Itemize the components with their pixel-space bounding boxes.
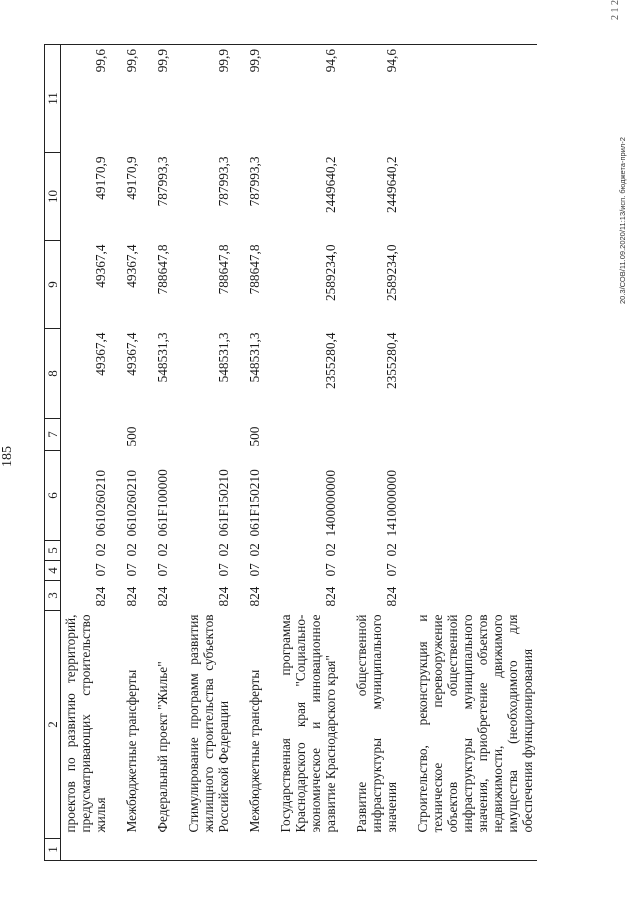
spacer-cell	[172, 611, 184, 839]
spacer-cell	[264, 45, 276, 153]
row-c6-cell: 061F100000	[155, 469, 170, 537]
spacer-cell	[233, 611, 245, 839]
header-row	[45, 45, 61, 861]
row-c5-cell: 02	[155, 543, 170, 557]
row-name-cell: Федеральный проект "Жилье"	[155, 661, 170, 833]
spacer-cell	[110, 611, 122, 839]
row-c3-cell	[413, 581, 537, 611]
spacer-cell	[141, 839, 153, 861]
spacer-cell	[172, 541, 184, 561]
spacer-cell	[401, 241, 413, 329]
row-c11-cell: 99,6	[122, 45, 141, 153]
row-c4-cell: 07	[155, 563, 170, 577]
row-c5-cell: 02	[93, 543, 108, 557]
table-row	[184, 45, 233, 861]
row-c8-cell: 548531,3	[216, 332, 231, 383]
spacer-cell	[172, 419, 184, 451]
row-c4-cell: 07	[124, 563, 139, 577]
spacer-cell	[401, 329, 413, 419]
spacer-cell	[340, 329, 352, 419]
row-c3-cell: 824	[93, 586, 108, 607]
spacer-cell	[110, 329, 122, 419]
spacer-cell	[233, 451, 245, 541]
row-c4-cell: 07	[247, 563, 262, 577]
row-c10-cell: 787993,3	[247, 156, 262, 207]
row-c10-cell: 49170,9	[93, 156, 108, 200]
row-c5-cell: 02	[124, 543, 139, 557]
row-c5-cell: 02	[216, 543, 231, 557]
row-spacer	[110, 45, 122, 861]
spacer-cell	[172, 561, 184, 581]
spacer-cell	[172, 153, 184, 241]
spacer-cell	[401, 419, 413, 451]
table-row	[61, 45, 111, 861]
row-c9-cell: 788647,8	[247, 244, 262, 295]
row-name-cell: Межбюджетные трансферты	[124, 669, 139, 833]
header-cell: 2	[45, 611, 61, 839]
row-c5-cell: 02	[323, 543, 338, 557]
row-c10-cell: 787993,3	[216, 156, 231, 207]
row-c10-cell: 787993,3	[155, 156, 170, 207]
spacer-cell	[340, 561, 352, 581]
row-c10-cell: 2449640,2	[323, 156, 338, 214]
row-c7-cell: 500	[124, 426, 139, 447]
row-c9-cell	[413, 241, 537, 329]
row-c7-cell	[276, 419, 340, 451]
row-c5-cell: 02	[247, 543, 262, 557]
row-spacer	[340, 45, 352, 861]
row-spacer	[141, 45, 153, 861]
row-c3-cell: 824	[124, 586, 139, 607]
spacer-cell	[110, 419, 122, 451]
row-c9-cell: 49367,4	[93, 244, 108, 288]
row-name-cell: Стимулирование программ развития жилищного строительства субъектов Российской Федерации	[186, 614, 231, 833]
spacer-cell	[141, 45, 153, 153]
row-c4-cell	[413, 561, 537, 581]
spacer-cell	[233, 541, 245, 561]
spacer-cell	[401, 541, 413, 561]
row-c7-cell: 500	[247, 426, 262, 447]
row-c9-cell: 2589234,0	[323, 244, 338, 302]
spacer-cell	[264, 541, 276, 561]
row-c11-cell	[413, 45, 537, 153]
spacer-cell	[264, 241, 276, 329]
row-c5-cell: 02	[384, 543, 399, 557]
row-c8-cell: 548531,3	[247, 332, 262, 383]
header-cell: 9	[45, 241, 61, 329]
row-c7-cell	[184, 419, 233, 451]
row-c6-cell: 061F150210	[247, 469, 262, 537]
row-c11-cell: 94,6	[352, 45, 401, 153]
row-c8-cell	[413, 329, 537, 419]
document-stamp: 20.3/СОВ/11.09.2020/11:13/исп. бюджета-прил-2	[618, 137, 627, 304]
row-c10-cell: 2449640,2	[384, 156, 399, 214]
row-c4-cell: 07	[323, 563, 338, 577]
spacer-cell	[401, 581, 413, 611]
row-c6-cell: 1400000000	[323, 470, 338, 537]
table-row	[276, 45, 340, 861]
table-row	[245, 45, 264, 861]
row-c9-cell: 788647,8	[216, 244, 231, 295]
spacer-cell	[401, 561, 413, 581]
spacer-cell	[141, 581, 153, 611]
spacer-cell	[340, 419, 352, 451]
spacer-cell	[340, 839, 352, 861]
row-index-cell	[352, 839, 401, 861]
row-c8-cell: 49367,4	[93, 332, 108, 376]
spacer-cell	[401, 45, 413, 153]
table-row	[352, 45, 401, 861]
row-c11-cell: 94,6	[276, 45, 340, 153]
spacer-cell	[110, 839, 122, 861]
spacer-cell	[141, 611, 153, 839]
spacer-cell	[340, 45, 352, 153]
row-c4-cell: 07	[216, 563, 231, 577]
header-cell: 10	[45, 153, 61, 241]
row-c11-cell: 99,6	[61, 45, 111, 153]
spacer-cell	[401, 153, 413, 241]
spacer-cell	[233, 241, 245, 329]
row-c6-cell: 0610260210	[124, 470, 139, 537]
spacer-cell	[233, 329, 245, 419]
spacer-cell	[340, 451, 352, 541]
row-spacer	[172, 45, 184, 861]
spacer-cell	[141, 541, 153, 561]
row-spacer	[233, 45, 245, 861]
row-index-cell	[245, 839, 264, 861]
row-c3-cell: 824	[155, 586, 170, 607]
spacer-cell	[264, 611, 276, 839]
table-row	[153, 45, 172, 861]
row-index-cell	[413, 839, 537, 861]
row-name-cell: Строительство, реконструкция и техническое перевооружение объектов общественной инфраструктуры муниципального значения, приобретение объектов недвижимости, движимого имущества (необходимого для обеспечения функционирования	[415, 614, 535, 833]
spacer-cell	[264, 329, 276, 419]
spacer-cell	[233, 839, 245, 861]
spacer-cell	[141, 419, 153, 451]
row-c11-cell: 99,9	[245, 45, 264, 153]
row-c11-cell: 99,9	[184, 45, 233, 153]
spacer-cell	[264, 839, 276, 861]
spacer-cell	[172, 451, 184, 541]
row-c5-cell	[413, 541, 537, 561]
spacer-cell	[340, 153, 352, 241]
row-name-cell: Межбюджетные трансферты	[247, 669, 262, 833]
budget-table	[44, 44, 537, 861]
spacer-cell	[233, 419, 245, 451]
footer-mark: 2 1 2	[610, 0, 621, 20]
header-cell: 6	[45, 451, 61, 541]
row-spacer	[264, 45, 276, 861]
row-index-cell	[61, 839, 111, 861]
spacer-cell	[264, 153, 276, 241]
row-name-cell: Государственная программа Краснодарского края "Социально-экономическое и инновационное развитие Краснодарского края"	[278, 614, 338, 833]
table-row	[122, 45, 141, 861]
spacer-cell	[141, 329, 153, 419]
header-cell: 1	[45, 839, 61, 861]
header-cell: 7	[45, 419, 61, 451]
header-cell: 4	[45, 561, 61, 581]
row-c6-cell: 1410000000	[384, 470, 399, 537]
row-name-cell: Развитие общественной инфраструктуры муниципального значения	[354, 614, 399, 833]
row-c6-cell: 061F150210	[216, 469, 231, 537]
spacer-cell	[141, 451, 153, 541]
row-c6-cell: 0610260210	[93, 470, 108, 537]
spacer-cell	[233, 45, 245, 153]
row-c10-cell: 49170,9	[124, 156, 139, 200]
row-index-cell	[184, 839, 233, 861]
row-c3-cell: 824	[216, 586, 231, 607]
header-cell: 8	[45, 329, 61, 419]
spacer-cell	[340, 611, 352, 839]
row-c3-cell: 824	[247, 586, 262, 607]
spacer-cell	[110, 451, 122, 541]
spacer-cell	[340, 541, 352, 561]
spacer-cell	[141, 153, 153, 241]
spacer-cell	[401, 839, 413, 861]
table-row	[413, 45, 537, 861]
spacer-cell	[172, 241, 184, 329]
spacer-cell	[233, 581, 245, 611]
spacer-cell	[401, 451, 413, 541]
spacer-cell	[264, 561, 276, 581]
spacer-cell	[340, 241, 352, 329]
row-c8-cell: 548531,3	[155, 332, 170, 383]
spacer-cell	[141, 561, 153, 581]
spacer-cell	[340, 581, 352, 611]
row-c8-cell: 2355280,4	[323, 332, 338, 390]
page-number: 185	[0, 446, 15, 467]
row-c3-cell: 824	[323, 586, 338, 607]
spacer-cell	[401, 611, 413, 839]
row-c8-cell: 2355280,4	[384, 332, 399, 390]
row-index-cell	[276, 839, 340, 861]
row-index-cell	[122, 839, 141, 861]
header-cell: 11	[45, 45, 61, 153]
row-c9-cell: 788647,8	[155, 244, 170, 295]
row-c7-cell	[352, 419, 401, 451]
spacer-cell	[172, 581, 184, 611]
spacer-cell	[172, 45, 184, 153]
header-cell: 5	[45, 541, 61, 561]
row-c4-cell: 07	[384, 563, 399, 577]
table-body	[61, 45, 538, 861]
spacer-cell	[233, 561, 245, 581]
spacer-cell	[264, 451, 276, 541]
row-index-cell	[153, 839, 172, 861]
row-c7-cell	[61, 419, 111, 451]
spacer-cell	[172, 329, 184, 419]
spacer-cell	[141, 241, 153, 329]
row-c6-cell	[413, 451, 537, 541]
row-c9-cell: 2589234,0	[384, 244, 399, 302]
row-c10-cell	[413, 153, 537, 241]
row-c11-cell: 99,9	[153, 45, 172, 153]
row-c7-cell	[153, 419, 172, 451]
row-c7-cell	[413, 419, 537, 451]
row-c3-cell: 824	[384, 586, 399, 607]
spacer-cell	[110, 541, 122, 561]
spacer-cell	[110, 241, 122, 329]
spacer-cell	[172, 839, 184, 861]
spacer-cell	[110, 153, 122, 241]
spacer-cell	[110, 45, 122, 153]
spacer-cell	[264, 419, 276, 451]
header-cell: 3	[45, 581, 61, 611]
row-c4-cell: 07	[93, 563, 108, 577]
spacer-cell	[110, 581, 122, 611]
spacer-cell	[233, 153, 245, 241]
row-spacer	[401, 45, 413, 861]
row-c9-cell: 49367,4	[124, 244, 139, 288]
spacer-cell	[264, 581, 276, 611]
row-name-cell: проектов по развитию территорий, предусматривающих строительство жилья	[63, 614, 108, 833]
spacer-cell	[110, 561, 122, 581]
row-c8-cell: 49367,4	[124, 332, 139, 376]
